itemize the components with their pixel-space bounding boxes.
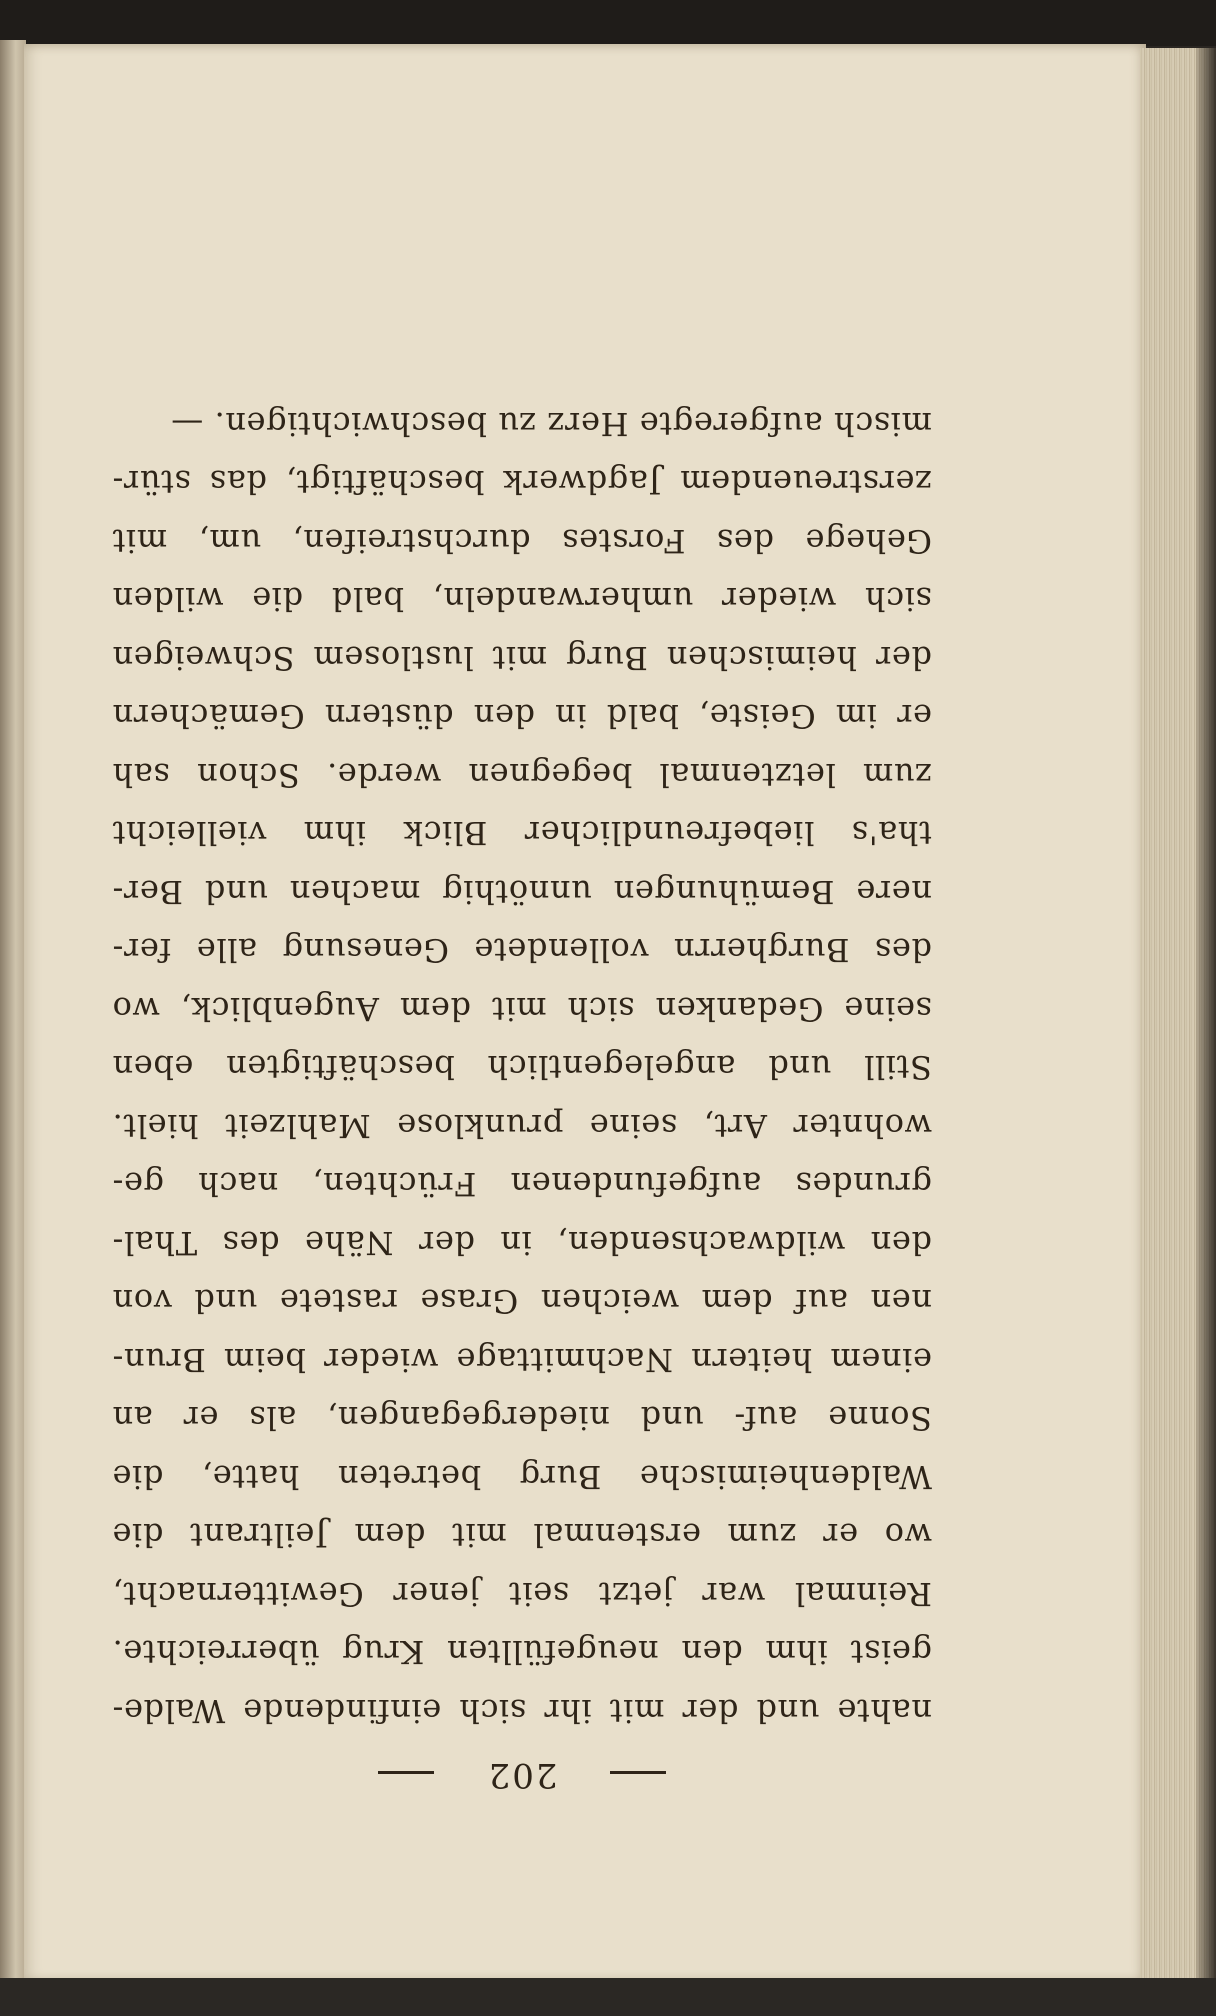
text-line: wohnter Art, seine prunklose Mahlzeit hielt. [112, 1107, 932, 1145]
text-line: Sonne auf- und niedergegangen, als er an [112, 1399, 932, 1438]
text-line: geist ihm den neugefüllten Krug überreichte. [112, 1633, 932, 1672]
text-line: Still und angelegentlich beschäftigten eben [112, 1048, 932, 1087]
text-line: Reinmal war jetzt seit jener Gewitternacht, [112, 1575, 932, 1613]
header-dash-right [378, 1772, 434, 1775]
text-line: einem heitern Nachmittage wieder beim Brun- [112, 1341, 932, 1379]
text-line: misch aufgeregte Herz zu beschwichtigen. — [170, 405, 932, 443]
text-line: der heimischen Burg mit lustlosem Schweigen [112, 639, 932, 677]
text-line: den wildwachsenden, in der Nähe des Thal- [112, 1224, 932, 1262]
text-line: nen auf dem weichen Grase rastete und von [112, 1282, 932, 1321]
text-line: sich wieder umherwandeln, bald die wilden [112, 580, 932, 619]
scanner-background-top [0, 0, 1216, 46]
text-line: Waldenheimische Burg betreten hatte, die [112, 1458, 932, 1496]
facing-page-edge [0, 40, 26, 1980]
text-line: zum letztenmal begegnen werde. Schon sah [112, 756, 932, 794]
text-line: grundes aufgefundenen Früchten, nach ge- [112, 1165, 932, 1204]
text-line: des Burgherrn vollendete Genesung alle fer- [112, 931, 932, 970]
text-line: Gehege des Forstes durchstreifen, um, mit [112, 522, 932, 560]
text-line: nahte und der mit ihr sich einfindende Walde- [112, 1692, 932, 1730]
text-line: seine Gedanken sich mit dem Augenblick, wo [112, 990, 932, 1028]
text-line: zerstreuendem Jagdwerk beschäftigt, das stür- [112, 463, 932, 502]
page-stack-shadow [1196, 48, 1216, 1980]
text-line: nere Bemühungen unnöthig machen und Ber- [112, 873, 932, 911]
rotated-text-block [112, 340, 932, 1810]
page-header [112, 1740, 932, 1810]
text-line: er im Geiste, bald in den düstern Gemächern [112, 697, 932, 736]
page-number: 202 [486, 1755, 558, 1795]
text-line: wo er zum erstenmal mit dem Jeiltrant die [112, 1516, 932, 1555]
scanner-background-bottom [0, 1978, 1216, 2016]
text-line: tha's liebefreundlicher Blick ihm vielleicht [112, 814, 932, 853]
header-dash-left [610, 1772, 666, 1775]
